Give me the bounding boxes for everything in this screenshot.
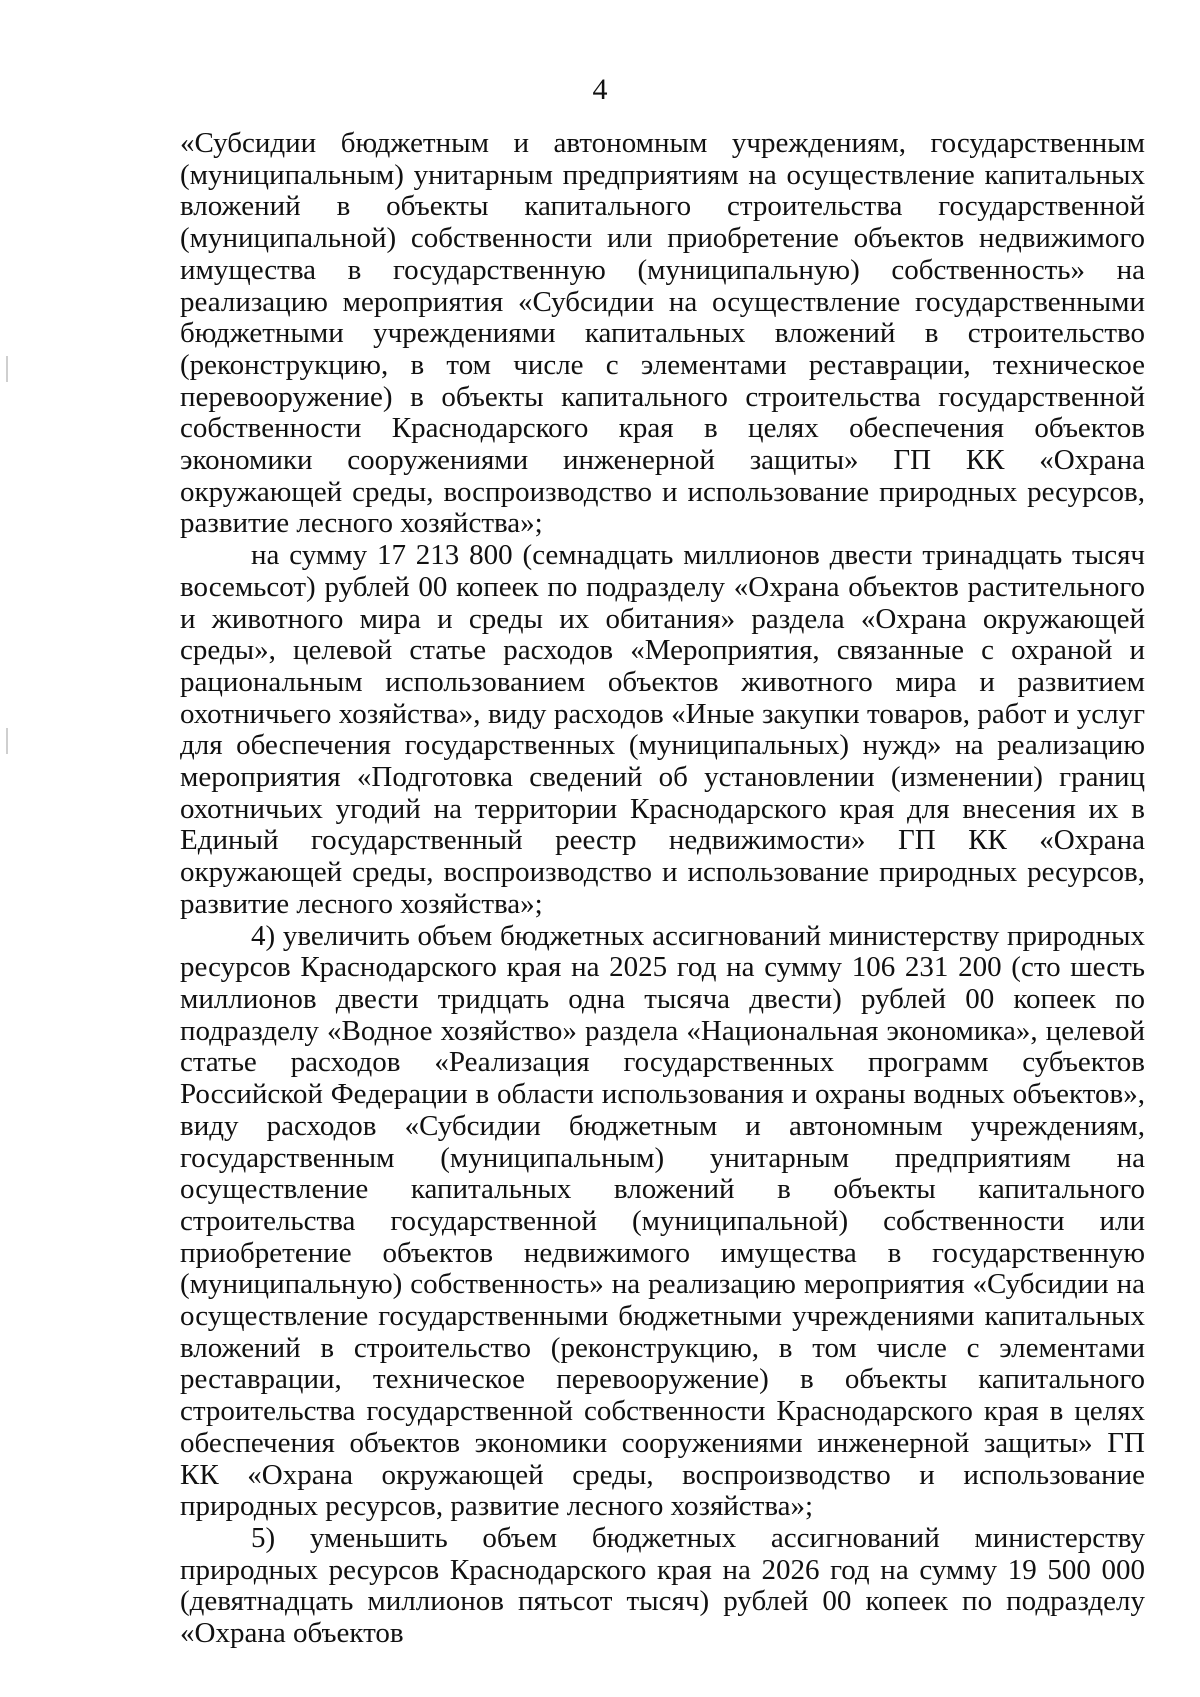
document-body	[180, 128, 1145, 1650]
paragraph: 4) увеличить объем бюджетных ассигнований министерству природных ресурсов Краснодарского края на 2025 год на сумму 106 231 200 (сто шесть миллионов двести тридцать одна тысяча двести) рублей 00 копеек по подразделу «Водное хозяйство» раздела «Национальная экономика», целевой статье расходов «Реализация государственных программ субъектов Российской Федерации в области использования и охраны водных объектов», виду расходов «Субсидии бюджетным и автономным учреждениям, государственным (муниципальным) унитарным предприятиям на осуществление капитальных вложений в объекты капитального строительства государственной (муниципальной) собственности или приобретение объектов недвижимого имущества в государственную (муниципальную) собственность» на реализацию мероприятия «Субсидии на осуществление государственными бюджетными учреждениями капитальных вложений в строительство (реконструкцию, в том числе с элементами реставрации, техническое перевооружение) в объекты капитального строительства государственной собственности Краснодарского края в целях обеспечения объектов экономики сооружениями инженерной защиты» ГП КК «Охрана окружающей среды, воспроизводство и использование природных ресурсов, развитие лесного хозяйства»;	[180, 919, 1145, 1523]
paragraph: «Субсидии бюджетным и автономным учреждениям, государственным (муниципальным) унитарным предприятиям на осуществление капитальных вложений в объекты капитального строительства государственной (муниципальной) собственности или приобретение объектов недвижимого имущества в государственную (муниципальную) собственность» на реализацию мероприятия «Субсидии на осуществление государственными бюджетными учреждениями капитальных вложений в строительство (реконструкцию, в том числе с элементами реставрации, техническое перевооружение) в объекты капитального строительства государственной собственности Краснодарского края в целях обеспечения объектов экономики сооружениями инженерной защиты» ГП КК «Охрана окружающей среды, воспроизводство и использование природных ресурсов, развитие лесного хозяйства»;	[180, 127, 1145, 540]
paragraph: 5) уменьшить объем бюджетных ассигнований министерству природных ресурсов Краснодарского края на 2026 год на сумму 19 500 000 (девятнадцать миллионов пятьсот тысяч) рублей 00 копеек по подразделу «Охрана объектов	[180, 1521, 1145, 1650]
page-number: 4	[592, 73, 608, 106]
paragraph: на сумму 17 213 800 (семнадцать миллионов двести тринадцать тысяч восемьсот) рублей 00 копеек по подразделу «Охрана объектов растительного и животного мира и среды их обитания» раздела «Охрана окружающей среды», целевой статье расходов «Мероприятия, связанные с охраной и рациональным использованием объектов животного мира и развитием охотничьего хозяйства», виду расходов «Иные закупки товаров, работ и услуг для обеспечения государственных (муниципальных) нужд» на реализацию мероприятия «Подготовка сведений об установлении (изменении) границ охотничьих угодий на территории Краснодарского края для внесения их в Единый государственный реестр недвижимости» ГП КК «Охрана окружающей среды, воспроизводство и использование природных ресурсов, развитие лесного хозяйства»;	[180, 539, 1145, 920]
scan-edge-mark	[6, 356, 8, 382]
scan-edge-mark	[6, 728, 8, 754]
